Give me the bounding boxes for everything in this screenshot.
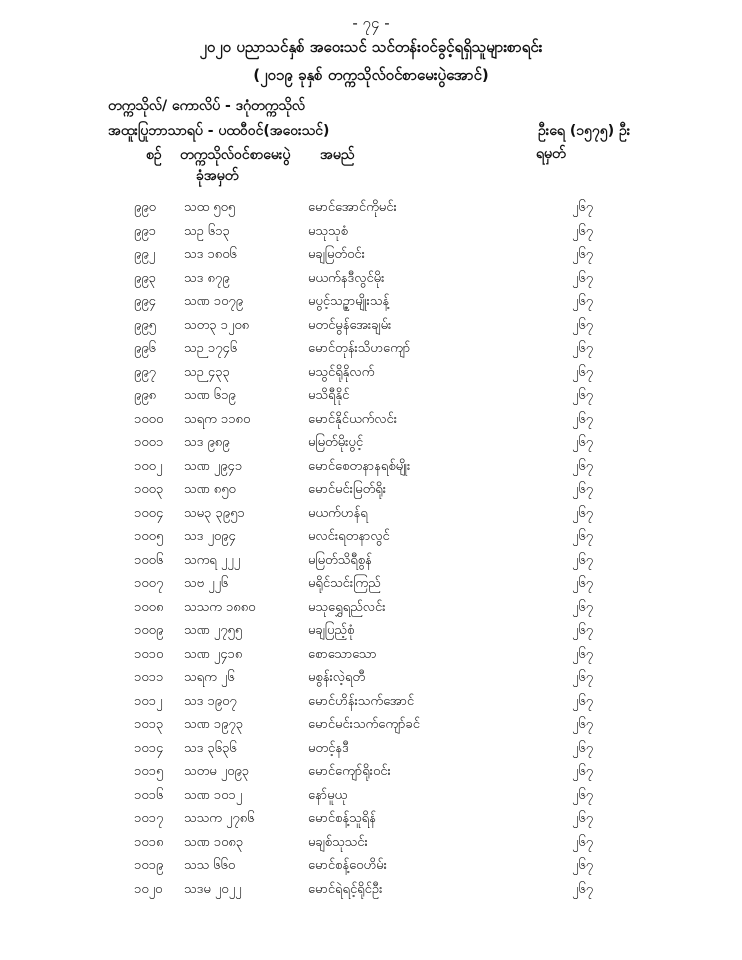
serial-number: ၉၉၂ (134, 247, 156, 262)
score-value: ၂၆၇ (572, 881, 594, 897)
score-value: ၂၆၇ (572, 223, 594, 239)
score-value: ၂၆၇ (572, 717, 594, 732)
serial-number: ၁၀၀၀ (134, 411, 164, 427)
table-row (0, 431, 742, 455)
student-name: မချပြည့်စုံ (308, 623, 355, 638)
table-row (0, 361, 742, 385)
student-name: မောင်စေတနာနရစ်မျိုး (308, 458, 411, 474)
student-name: မောင်ရဲရင့်ရိုင်ဦး (308, 881, 383, 897)
roll-number: သဏ ၁၀၁၂ (184, 787, 243, 803)
serial-number: ၉၉၁ (134, 223, 156, 239)
student-name: မောင်စန့်သူရိန် (308, 811, 376, 826)
specialization-line: အထူးပြုဘာသာရပ် - ပထဝီဝင်(အဝေးသင်) (108, 123, 330, 139)
serial-number: ၁၀၂၀ (134, 881, 163, 897)
serial-number: ၉၉၈ (134, 388, 157, 403)
table-row (0, 784, 742, 808)
table-row (0, 737, 742, 761)
score-value: ၂၆၇ (572, 552, 594, 568)
table-row (0, 455, 742, 479)
serial-number: ၁၀၁၅ (134, 764, 164, 779)
roll-number: သဏ ၆၁၉ (184, 388, 236, 403)
score-value: ၂၆၇ (572, 811, 594, 826)
roll-number: သသက ၁၈၈၀ (184, 599, 256, 615)
table-row (0, 596, 742, 620)
score-value: ၂၆၇ (572, 623, 594, 638)
roll-number: သရက ၁၁၈၀ (184, 411, 251, 427)
score-value: ၂၆၇ (572, 200, 594, 215)
table-row (0, 878, 742, 902)
student-name: မသိရီနိုင် (308, 388, 350, 403)
student-name: မသုသုစံ (308, 223, 348, 239)
student-name: စောသောသော (308, 646, 377, 662)
roll-number: သကရ ၂၂၂ (184, 552, 241, 568)
serial-number: ၉၉၀ (134, 200, 156, 215)
roll-number: သသက ၂၇၈၆ (184, 811, 255, 826)
document-subtitle: (၂၀၁၉ ခုနှစ် တက္ကသိုလ်ဝင်စာမေးပွဲအောင်) (253, 66, 489, 84)
score-value: ၂၆၇ (572, 270, 594, 286)
table-row (0, 643, 742, 667)
table-row (0, 314, 742, 338)
serial-number: ၁၀၁၁ (134, 670, 164, 685)
roll-number: သဏ ၁၀၈၃ (184, 834, 244, 850)
roll-number: သမ၃ ၃၉၅၁ (184, 505, 245, 521)
roll-number: သဒ ၁၉၀၇ (184, 693, 237, 709)
table-row (0, 337, 742, 361)
table-row (0, 502, 742, 526)
score-value: ၂၆၇ (572, 858, 594, 873)
table-row (0, 854, 742, 878)
serial-number: ၉၉၇ (134, 364, 156, 380)
serial-number: ၁၀၀၁ (134, 435, 164, 450)
roll-column-header-line2: ခုံအမှတ် (196, 168, 239, 184)
score-value: ၂၆၇ (572, 693, 594, 709)
serial-number: ၁၀၀၂ (134, 458, 163, 474)
serial-number: ၁၀၁၄ (134, 740, 164, 756)
student-name: မချစ်သုသင်း (308, 834, 368, 850)
score-value: ၂၆၇ (572, 364, 594, 380)
serial-number: ၁၀၁၂ (134, 693, 163, 709)
table-row (0, 713, 742, 737)
student-name: မတင်မွန်အေးချမ်း (308, 317, 392, 333)
score-value: ၂၆၇ (572, 317, 594, 333)
score-value: ၂၆၇ (572, 599, 594, 615)
roll-number: သဒ ၉၈၉ (184, 435, 230, 450)
serial-number: ၁၀၁၇ (134, 811, 164, 826)
serial-number: ၁၀၀၇ (134, 576, 164, 591)
score-value: ၂၆၇ (572, 834, 594, 850)
table-row (0, 807, 742, 831)
student-name: မသုရွှေရည်လင်း (308, 599, 386, 615)
roll-number: သဏ ၁၉၇၃ (184, 717, 244, 732)
serial-number: ၉၉၄ (134, 294, 156, 309)
score-value: ၂၆၇ (572, 482, 594, 497)
table-row (0, 267, 742, 291)
table-row (0, 478, 742, 502)
serial-number: ၁၀၁၈ (134, 834, 164, 850)
page-number: - ၇၄ - (352, 14, 390, 32)
student-name: မယက်ဟန်ရ (308, 505, 368, 521)
student-name: နော်မူယု (308, 787, 348, 803)
student-name: မောင်မင်းမြတ်ရိုး (308, 482, 387, 497)
roll-number: သတ၃ ၁၂၀၈ (184, 317, 250, 333)
student-list (0, 196, 742, 901)
table-row (0, 831, 742, 855)
serial-number: ၁၀၁၀ (134, 646, 164, 662)
roll-number: သဥ ၆၁၃ (184, 223, 230, 239)
student-name: မမြတ်မိုးပွင့် (308, 435, 364, 450)
student-name: မောင်ကျော်ရိုးဝင်း (308, 764, 391, 779)
table-row (0, 408, 742, 432)
score-value: ၂၆၇ (572, 576, 594, 591)
table-row (0, 760, 742, 784)
serial-number: ၁၀၀၄ (134, 505, 164, 521)
roll-number: သဒ ၈၇၉ (184, 270, 230, 286)
table-row (0, 384, 742, 408)
score-value: ၂၆၇ (572, 670, 594, 685)
student-name: မောင်စန့်ဝေဟိမ်း (308, 858, 387, 873)
roll-column-header: တက္ကသိုလ်ဝင်စာမေးပွဲ (180, 147, 291, 163)
roll-number: သဉ ၁၇၄၆ (184, 341, 238, 356)
student-name: မစွန်းလဲ့ရတီ (308, 670, 366, 685)
serial-number: ၁၀၁၆ (134, 787, 164, 803)
score-value: ၂၆၇ (572, 646, 594, 662)
table-row (0, 220, 742, 244)
roll-number: သရက ၂၆ (184, 670, 235, 685)
score-column-header: ရမှတ် (536, 146, 566, 162)
roll-number: သဏ ၂၉၄၁ (184, 458, 243, 474)
serial-column-header: စဉ် (146, 147, 162, 163)
serial-number: ၁၀၀၃ (134, 482, 164, 497)
score-value: ၂၆၇ (572, 247, 594, 262)
university-line: တက္ကသိုလ်/ ကောလိပ် - ဒဂုံတက္ကသိုလ် (108, 98, 305, 114)
table-row (0, 690, 742, 714)
table-row (0, 549, 742, 573)
serial-number: ၉၉၆ (134, 341, 156, 356)
score-value: ၂၆၇ (572, 764, 594, 779)
score-value: ၂၆၇ (572, 388, 594, 403)
score-value: ၂၆၇ (572, 341, 594, 356)
score-value: ၂၆၇ (572, 740, 594, 756)
student-name: မယက်နဒီလွင်မိုး (308, 270, 385, 286)
roll-number: သဒ ၂၀၉၄ (184, 529, 236, 544)
serial-number: ၁၀၀၈ (134, 599, 164, 615)
student-name: မပွင့်သဉ္ဇာမျိုးသန့် (308, 294, 390, 309)
student-name: မောင်ဟိန်းသက်အောင် (308, 693, 415, 709)
roll-number: သဒမ ၂၀၂၂ (184, 881, 242, 897)
table-row (0, 666, 742, 690)
student-name: မမြတ်သိရီစွန် (308, 552, 372, 568)
student-name: မတင့်နဒီ (308, 740, 349, 756)
table-row (0, 243, 742, 267)
roll-number: သဏ ၁၀၇၉ (184, 294, 244, 309)
roll-number: သဏ ၂၄၁၈ (184, 646, 243, 662)
student-name: မလင်းရတနာလွင် (308, 529, 390, 544)
table-row (0, 290, 742, 314)
table-row (0, 572, 742, 596)
serial-number: ၁၀၀၅ (134, 529, 164, 544)
roll-number: သဒ ၁၈၀၆ (184, 247, 237, 262)
score-value: ၂၆၇ (572, 411, 594, 427)
score-value: ၂၆၇ (572, 529, 594, 544)
score-value: ၂၆၇ (572, 435, 594, 450)
roll-number: သဗ ၂၂၆ (184, 576, 229, 591)
student-name: မချမြတ်ဝင်း (308, 247, 365, 262)
score-value: ၂၆၇ (572, 294, 594, 309)
table-row (0, 525, 742, 549)
name-column-header: အမည် (320, 147, 355, 163)
score-value: ၂၆၇ (572, 787, 594, 803)
student-name: မရိုင်သင်းကြည် (308, 576, 381, 591)
table-row (0, 196, 742, 220)
serial-number: ၁၀၀၆ (134, 552, 164, 568)
student-name: မသွင်ရိုနိုလက် (308, 364, 375, 380)
student-name: မောင်တုန်းသိဟကျော် (308, 341, 411, 356)
serial-number: ၁၀၁၃ (134, 717, 164, 732)
student-name: မောင်မင်းသက်ကျော်ခင် (308, 717, 420, 732)
total-count-header: ဦးရေ (၁၅၇၅) ဦး (538, 123, 631, 139)
student-name: မောင်အောင်ကိုမင်း (308, 200, 397, 215)
serial-number: ၉၉၃ (134, 270, 156, 286)
roll-number: သဉ ၄၃၃ (184, 364, 230, 380)
roll-number: သသ ၆၆၀ (184, 858, 236, 873)
score-value: ၂၆၇ (572, 458, 594, 474)
serial-number: ၁၀၁၉ (134, 858, 164, 873)
document-title: ၂၀၂၀ ပညာသင်နှစ် အဝေးသင် သင်တန်းဝင်ခွင့်ရရှိသူများစာရင်း (199, 38, 543, 56)
score-value: ၂၆၇ (572, 505, 594, 521)
table-row (0, 619, 742, 643)
roll-number: သဏ ၈၅၀ (184, 482, 236, 497)
roll-number: သဒ ၃၆၃၆ (184, 740, 237, 756)
student-name: မောင်နိုင်ယက်လင်း (308, 411, 398, 427)
roll-number: သတမ ၂၀၉၃ (184, 764, 250, 779)
serial-number: ၉၉၅ (134, 317, 156, 333)
roll-number: သဏ ၂၇၅၅ (184, 623, 243, 638)
serial-number: ၁၀၀၉ (134, 623, 164, 638)
roll-number: သထ ၅၀၅ (184, 200, 236, 215)
